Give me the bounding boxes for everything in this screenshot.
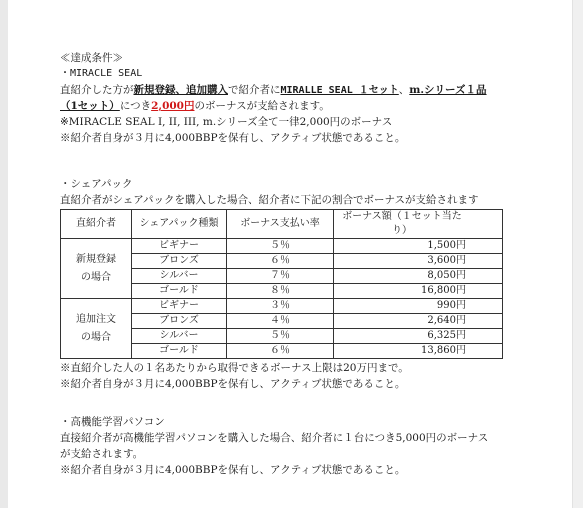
table-header-row — [61, 210, 503, 239]
text: につき — [119, 100, 152, 112]
pc-description-1: 直接紹介者が高機能学習パソコンを購入した場合、紹介者に１台につき5,000円のボーナス — [60, 432, 489, 444]
section-title: ≪達成条件≫ — [60, 52, 123, 64]
amount-cell: 2,640円 — [334, 314, 503, 329]
share-pack-table — [60, 209, 503, 359]
share-pack-heading: ・シェアパック — [60, 178, 133, 190]
pack-type-cell: ブロンズ — [132, 314, 227, 329]
miracle-note-1: ※MIRACLE SEAL I, II, III, m.シリーズ全て一律2,000円のボーナス — [60, 116, 393, 128]
miracle-condition-line-1 — [60, 82, 560, 98]
rate-cell: ４％ — [227, 314, 334, 329]
text: 、 — [398, 84, 410, 96]
header-referrer: 直紹介者 — [61, 210, 132, 239]
miracle-note-2: ※紹介者自身が３月に4,000BBPを保有し、アクティブ状態であること。 — [60, 132, 406, 144]
right-scrollbar[interactable] — [572, 0, 583, 508]
amount-cell: 1,500円 — [334, 239, 503, 254]
share-pack-note-1: ※直紹介した人の１名あたりから取得できるボーナス上限は20万円まで。 — [60, 362, 409, 374]
rate-cell: ６％ — [227, 254, 334, 269]
share-pack-note-2: ※紹介者自身が３月に4,000BBPを保有し、アクティブ状態であること。 — [60, 378, 406, 390]
table-row — [61, 239, 503, 254]
header-type: シェアパック種類 — [132, 210, 227, 239]
miracle-condition-line-2 — [60, 98, 560, 114]
new-registration-text: 新規登録 — [133, 84, 176, 96]
document-page — [60, 50, 560, 478]
pack-type-cell: ゴールド — [132, 344, 227, 359]
pack-type-cell: シルバー — [132, 329, 227, 344]
rate-cell: ６％ — [227, 344, 334, 359]
share-pack-description: 直紹介者がシェアパックを購入した場合、紹介者に下記の割合でボーナスが支給されます — [60, 194, 479, 206]
seal-set-text: MIRALLE SEAL １セット — [280, 85, 399, 96]
pack-type-cell: シルバー — [132, 269, 227, 284]
amount-cell: 3,600円 — [334, 254, 503, 269]
miracle-seal-heading: ・MIRACLE SEAL — [60, 68, 143, 79]
one-set-text: （1セット） — [60, 100, 120, 112]
additional-purchase-text: 追加購入 — [186, 84, 228, 96]
text: 直紹介した方が — [60, 84, 134, 96]
text: で紹介者に — [228, 84, 281, 96]
pack-type-cell: ブロンズ — [132, 254, 227, 269]
group-label-additional: 追加注文 の場合 — [61, 299, 132, 359]
rate-cell: ３％ — [227, 299, 334, 314]
amount-cell: 8,050円 — [334, 269, 503, 284]
pc-heading: ・高機能学習パソコン — [60, 416, 165, 428]
header-amount: ボーナス額（１セット当たり） — [334, 210, 503, 239]
header-rate: ボーナス支払い率 — [227, 210, 334, 239]
rate-cell: ５％ — [227, 329, 334, 344]
pack-type-cell: ビギナー — [132, 239, 227, 254]
amount-cell: 6,325円 — [334, 329, 503, 344]
bonus-amount-text: 2,000円 — [151, 100, 195, 112]
pack-type-cell: ビギナー — [132, 299, 227, 314]
rate-cell: ５％ — [227, 239, 334, 254]
amount-cell: 13,860円 — [334, 344, 503, 359]
amount-cell: 990円 — [334, 299, 503, 314]
pack-type-cell: ゴールド — [132, 284, 227, 299]
m-series-text: m.シリーズ１品 — [409, 84, 487, 96]
text: のボーナスが支給されます。 — [194, 100, 330, 112]
table-row — [61, 299, 503, 314]
separator-text: 、 — [175, 84, 186, 96]
rate-cell: ７％ — [227, 269, 334, 284]
pc-note: ※紹介者自身が３月に4,000BBPを保有し、アクティブ状態であること。 — [60, 464, 406, 476]
group-label-new: 新規登録 の場合 — [61, 239, 132, 299]
left-margin-bar — [0, 0, 8, 508]
rate-cell: ８％ — [227, 284, 334, 299]
amount-cell: 16,800円 — [334, 284, 503, 299]
pc-description-2: が支給されます。 — [60, 448, 144, 460]
